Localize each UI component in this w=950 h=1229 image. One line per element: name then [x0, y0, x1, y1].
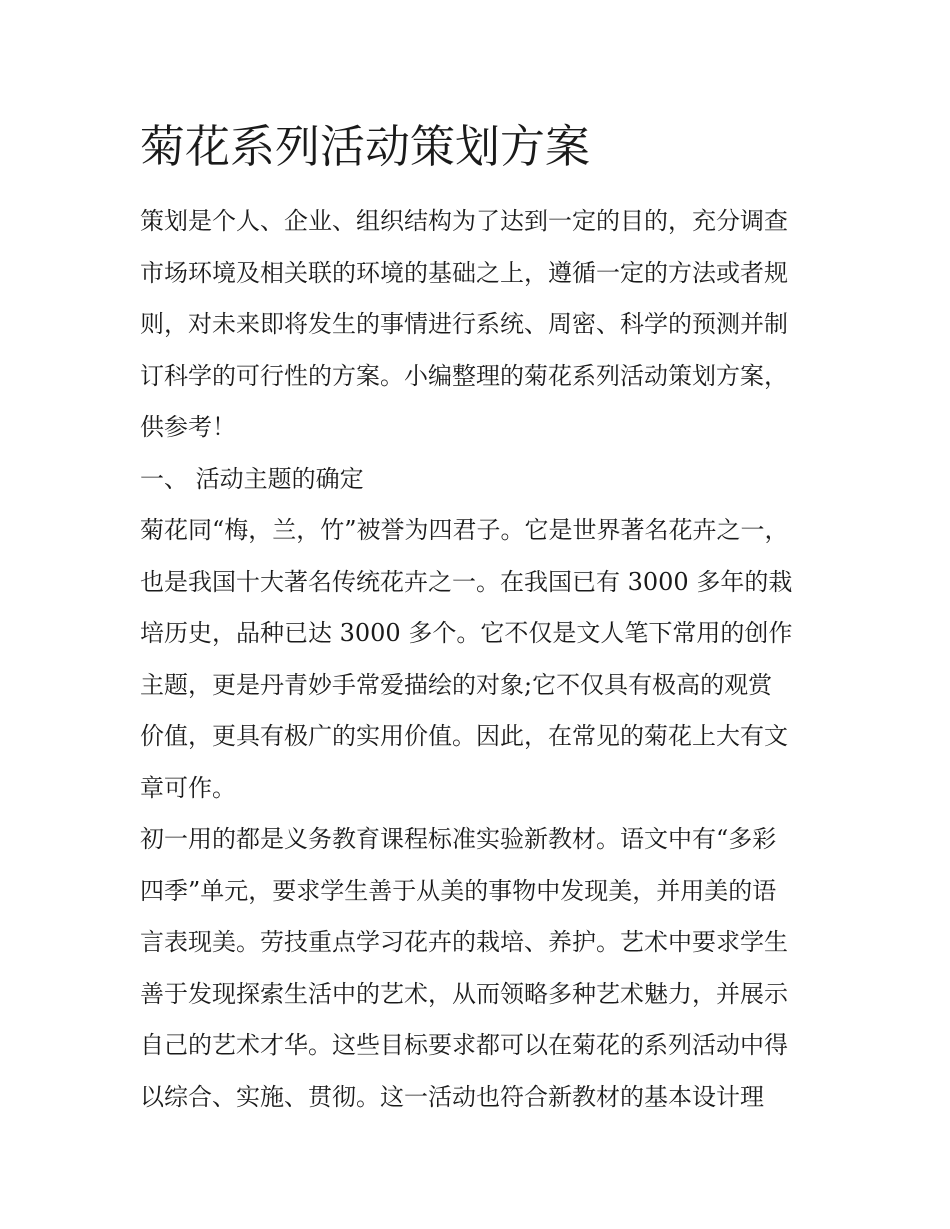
- paragraph-2-line-2: 四季”单元，要求学生善于从美的事物中发现美，并用美的语: [140, 876, 777, 905]
- paragraph-2-line-6: 以综合、实施、贯彻。这一活动也符合新教材的基本设计理: [140, 1082, 764, 1111]
- intro-line-1: 策划是个人、企业、组织结构为了达到一定的目的，充分调查: [140, 207, 788, 235]
- intro-line-2: 市场环境及相关联的环境的基础之上，遵循一定的方法或者规: [140, 258, 788, 287]
- paragraph-1-line-4: 主题，更是丹青妙手常爱描绘的对象;它不仅具有极高的观赏: [140, 670, 773, 699]
- paragraph-1-line-6: 章可作。: [140, 773, 236, 802]
- paragraph-1-line-2: 也是我国十大著名传统花卉之一。在我国已有 3000 多年的栽: [140, 567, 793, 596]
- section-heading: 一、 活动主题的确定: [140, 464, 364, 493]
- intro-line-5: 供参考！: [140, 413, 236, 441]
- intro-line-4: 订科学的可行性的方案。小编整理的菊花系列活动策划方案，: [140, 361, 788, 390]
- paragraph-1-line-5: 价值，更具有极广的实用价值。因此，在常见的菊花上大有文: [140, 722, 788, 750]
- paragraph-1-line-3: 培历史，品种已达 3000 多个。它不仅是文人笔下常用的创作: [140, 619, 793, 647]
- paragraph-2-line-5: 自己的艺术才华。这些目标要求都可以在菊花的系列活动中得: [140, 1031, 788, 1059]
- paragraph-2-line-3: 言表现美。劳技重点学习花卉的栽培、养护。艺术中要求学生: [140, 928, 788, 956]
- paragraph-2-line-1: 初一用的都是义务教育课程标准实验新教材。语文中有“多彩: [140, 825, 777, 853]
- page-title: 菊花系列活动策划方案: [140, 120, 591, 173]
- body-text: [140, 196, 812, 1123]
- paragraph-2-line-4: 善于发现探索生活中的艺术，从而领略多种艺术魅力，并展示: [140, 979, 788, 1008]
- paragraph-1-line-1: 菊花同“梅，兰，竹”被誉为四君子。它是世界著名花卉之一，: [140, 516, 789, 544]
- intro-line-3: 则，对未来即将发生的事情进行系统、周密、科学的预测并制: [140, 310, 788, 338]
